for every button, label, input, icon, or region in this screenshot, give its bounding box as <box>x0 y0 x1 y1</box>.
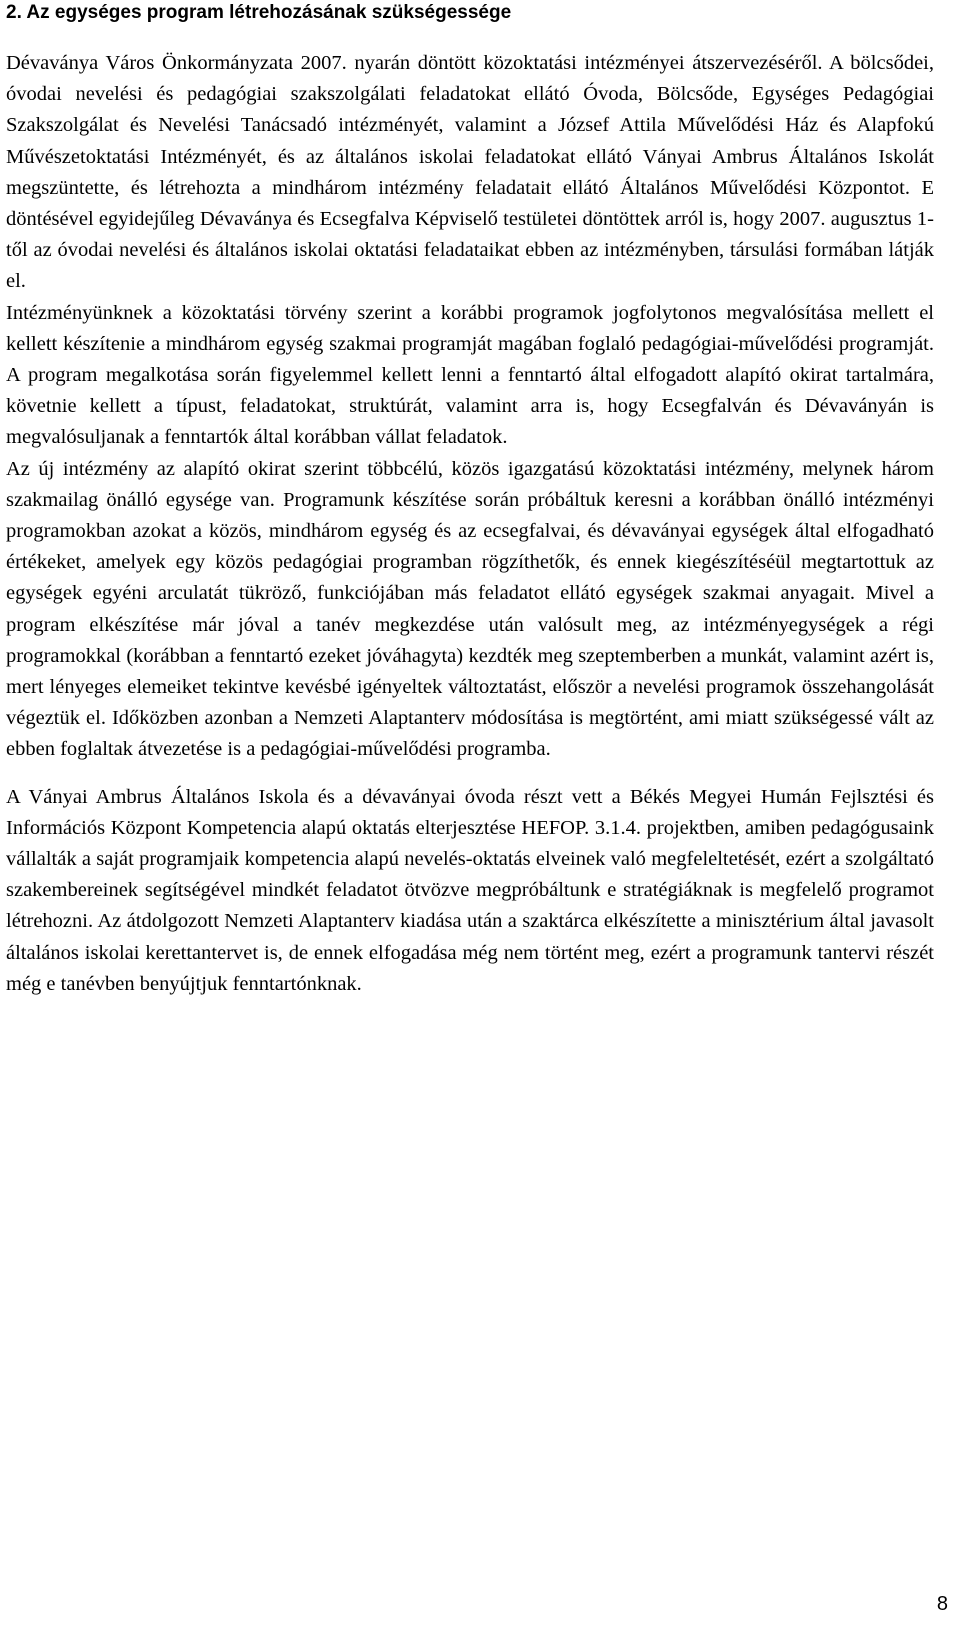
paragraph-new-institution: Az új intézmény az alapító okirat szerint többcélú, közös igazgatású közoktatási intézmény, melynek három szakmailag önálló egysége van. Programunk készítése során próbáltuk keresni a korábban önálló intézményi programokban azokat a közös, mindhárom egység és az ecsegfalvai, és dévaványai egységek által elfogadható értékeket, amelyek egy közös pedagógiai programban rögzíthetők, és ennek kiegészítéséül megtartottuk az egységek egyéni arculatát tükröző, funkciójában más feladatot ellátó egységek szakmai anyagait. Mivel a program elkészítése már jóval a tanév megkezdése után valósult meg, az intézményegységek a régi programokkal (korábban a fenntartó ezeket jóváhagyta) kezdték meg szeptemberben a munkát, valamint azért is, mert lényeges elemeiket tekintve kevésbé igényeltek változtatást, először a nevelési programok összehangolását végeztük el. Időközben azonban a Nemzeti Alaptanterv módosítása is megtörtént, ami miatt szükségessé vált az ebben foglaltak átvezetése is a pedagógiai-művelődési programba. <box>6 457 934 761</box>
paragraph-competency-project: A Ványai Ambrus Általános Iskola és a dévaványai óvoda részt vett a Békés Megyei Humán Fejlsztési és Információs Központ Kompetencia alapú oktatás elterjesztése HEFOP. 3.1.4. projektben, amiben pedagógusaink vállalták a saját programjaik kompetencia alapú nevelés-oktatás elveinek való megfeleltetését, ezért a szolgáltató szakembereinek segítségével mindkét feladatot ötvözve megpróbáltunk e stratégiáknak is megfelelő programot létrehozni. Az átdolgozott Nemzeti Alaptanterv kiadása után a szaktárca elkészítette a minisztérium által javasolt általános iskolai kerettantervet is, de ennek elfogadása még nem történt meg, ezért a programunk tantervi részét még e tanévben benyújtjuk fenntartónknak. <box>6 785 934 995</box>
paragraph-reorganization: Dévaványa Város Önkormányzata 2007. nyarán döntött közoktatási intézményei átszervezéséről. A bölcsődei, óvodai nevelési és pedagógiai szakszolgálati feladatokat ellátó Óvoda, Bölcsőde, Egységes Pedagógiai Szakszolgálat és Nevelési Tanácsadó intézményét, valamint a József Attila Művelődési Ház és Alapfokú Művészetoktatási Intézményét, és az általános iskolai feladatokat ellátó Ványai Ambrus Általános Iskolát megszüntette, és létrehozta a mindhárom intézmény feladatait ellátó Általános Művelődési Központot. E döntésével egyidejűleg Dévaványa és Ecsegfalva Képviselő testületei döntöttek arról is, hogy 2007. augusztus 1-től az óvodai nevelési és általános iskolai oktatási feladataikat ebben az intézményben, társulási formában látják el. <box>6 52 934 293</box>
section-heading: 2. Az egységes program létrehozásának szükségessége <box>6 2 512 23</box>
page-number: 8 <box>936 1593 948 1615</box>
paragraph-program-requirements: Intézményünknek a közoktatási törvény szerint a korábbi programok jogfolytonos megvalósítása mellett el kellett készítenie a mindhárom egység szakmai programját magában foglaló pedagógiai-művelődési programját. A program megalkotása során figyelemmel kellett lenni a fenntartó által elfogadott alapító okirat tartalmára, követnie kellett a típust, feladatokat, struktúrát, valamint arra is, hogy Ecsegfalván és Dévaványán is megvalósuljanak a fenntartók által korábban vállat feladatok. <box>6 301 934 449</box>
document-body <box>6 48 934 1000</box>
